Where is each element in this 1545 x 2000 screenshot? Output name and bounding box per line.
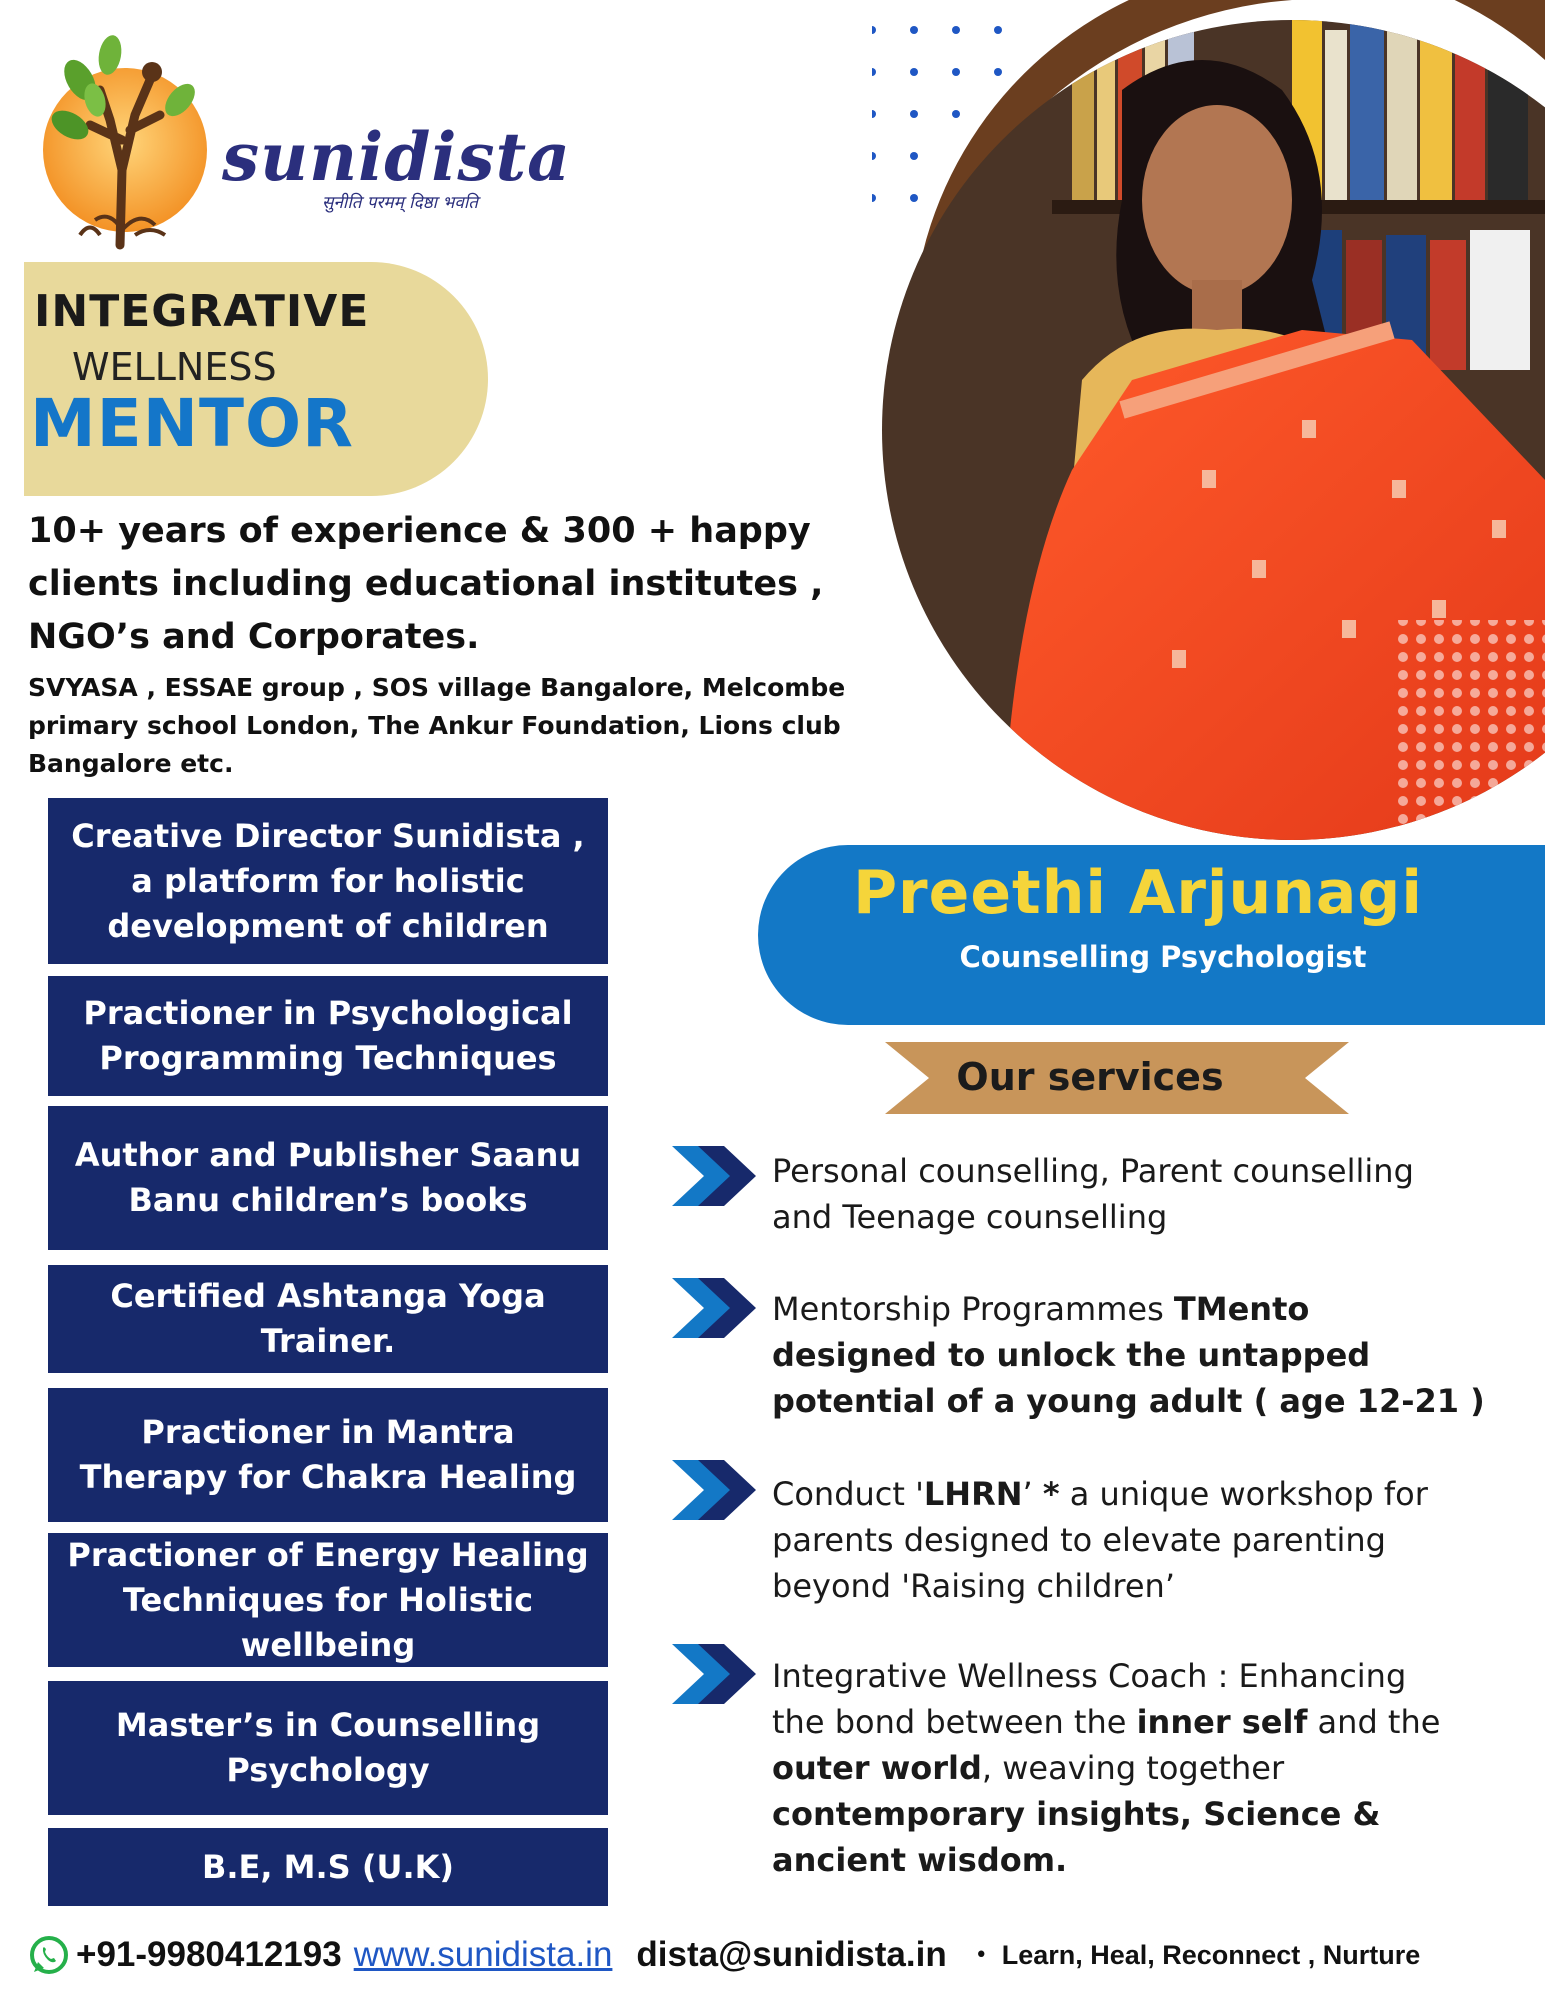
credential-box — [48, 1388, 608, 1522]
service-text-bold: LHRN — [923, 1475, 1023, 1513]
service-text: , weaving together — [981, 1749, 1285, 1787]
service-line — [772, 1471, 1492, 1517]
credential-line: B.E, M.S (U.K) — [201, 1847, 455, 1886]
service-text: and Teenage counselling — [772, 1198, 1168, 1236]
credential-box — [48, 1106, 608, 1250]
service-item — [772, 1286, 1492, 1424]
credential-line: Therapy for Chakra Healing — [79, 1458, 577, 1496]
service-text-bold: * — [1042, 1475, 1060, 1513]
profile-name: Preethi Arjunagi — [853, 858, 1423, 928]
chevron-arrow-icon — [672, 1146, 764, 1206]
credential-line: Programming Techniques — [99, 1039, 557, 1077]
service-text: Personal counselling, Parent counselling — [772, 1152, 1414, 1190]
service-line — [772, 1378, 1492, 1424]
title-integrative: INTEGRATIVE — [34, 286, 370, 337]
service-text: a unique workshop for — [1059, 1475, 1428, 1513]
service-line — [772, 1653, 1492, 1699]
credential-line: development of children — [107, 906, 549, 945]
credential-text — [71, 814, 584, 949]
credential-text — [83, 991, 572, 1081]
service-text: beyond 'Raising children’ — [772, 1567, 1175, 1605]
credential-text — [202, 1845, 454, 1890]
service-line — [772, 1332, 1492, 1378]
service-text-bold: outer world — [772, 1749, 982, 1787]
credential-text — [80, 1410, 577, 1500]
credential-text — [116, 1703, 540, 1793]
service-line — [772, 1837, 1492, 1883]
credential-text — [75, 1133, 581, 1223]
chevron-arrow-icon — [672, 1460, 764, 1520]
service-text-bold: contemporary insights, Science & — [772, 1795, 1381, 1833]
title-wellness: WELLNESS — [72, 345, 277, 389]
chevron-arrow-icon — [672, 1644, 764, 1704]
credential-box — [48, 1828, 608, 1906]
service-text: ’ — [1022, 1475, 1043, 1513]
credential-line: Practioner in Psychological — [83, 994, 573, 1032]
footer-tagline: Learn, Heal, Reconnect , Nurture — [1001, 1939, 1421, 1970]
service-item — [772, 1148, 1492, 1240]
service-line — [772, 1699, 1492, 1745]
footer-website-link[interactable]: www.sunidista.in — [353, 1935, 613, 1974]
service-text-bold: potential of a young adult ( age 12-21 ) — [772, 1382, 1485, 1420]
profile-role: Counselling Psychologist — [959, 940, 1367, 974]
service-line — [772, 1286, 1492, 1332]
credential-line: Techniques for Holistic — [122, 1580, 534, 1619]
credential-box — [48, 976, 608, 1096]
footer-bullet: • — [974, 1942, 988, 1968]
service-text: Integrative Wellness Coach : Enhancing — [772, 1657, 1407, 1695]
credential-line: Author and Publisher Saanu — [74, 1136, 582, 1174]
credential-line: Banu children’s books — [128, 1181, 528, 1219]
service-line — [772, 1563, 1492, 1609]
footer-email[interactable]: dista@sunidista.in — [636, 1935, 947, 1974]
footer — [28, 1930, 1528, 1980]
clients-list: SVYASA , ESSAE group , SOS village Bangalore, Melcombe primary school London, The Ankur Foundation, Lions club Bangalore etc. — [28, 673, 846, 778]
credential-text — [110, 1274, 545, 1364]
credential-box — [48, 798, 608, 964]
brand-name: sunidista — [222, 118, 571, 196]
credential-box — [48, 1265, 608, 1373]
service-text: and the — [1307, 1703, 1441, 1741]
credential-line: Master’s in Counselling — [115, 1706, 541, 1744]
service-text: the bond between the — [772, 1703, 1137, 1741]
credential-line: wellbeing — [240, 1625, 416, 1664]
tree-logo-icon — [40, 20, 210, 250]
credential-text — [67, 1533, 588, 1668]
services-heading: Our services — [956, 1055, 1224, 1099]
credential-line: a platform for holistic — [131, 861, 525, 900]
portrait-photo — [872, 0, 1545, 842]
credential-line: Practioner of Energy Healing — [67, 1535, 589, 1574]
whatsapp-icon[interactable] — [28, 1934, 70, 1976]
chevron-arrow-icon — [672, 1278, 764, 1338]
title-mentor: MENTOR — [30, 385, 354, 462]
service-text: Conduct ' — [772, 1475, 924, 1513]
service-text-bold: ancient wisdom. — [772, 1841, 1068, 1879]
service-line — [772, 1791, 1492, 1837]
service-text-bold: inner self — [1136, 1703, 1308, 1741]
credential-box — [48, 1681, 608, 1815]
credential-line: Creative Director Sunidista , — [71, 816, 585, 855]
credential-line: Psychology — [226, 1751, 430, 1789]
credential-box — [48, 1533, 608, 1667]
service-item — [772, 1653, 1492, 1883]
service-text-bold: TMento — [1173, 1290, 1310, 1328]
footer-phone[interactable]: +91-9980412193 — [76, 1935, 342, 1974]
service-line — [772, 1194, 1492, 1240]
service-line — [772, 1148, 1492, 1194]
brand-tagline: सुनीति परमम् दिष्ठा भवति — [322, 193, 478, 213]
service-text: Mentorship Programmes — [772, 1290, 1174, 1328]
service-text: parents designed to elevate parenting — [772, 1521, 1386, 1559]
service-text-bold: designed to unlock the untapped — [772, 1336, 1371, 1374]
service-line — [772, 1517, 1492, 1563]
credential-line: Trainer. — [260, 1322, 396, 1360]
credential-line: Practioner in Mantra — [141, 1413, 515, 1451]
experience-headline: 10+ years of experience & 300 + happy clients including educational institutes , NGO’s and Corporates. — [28, 511, 824, 657]
service-item — [772, 1471, 1492, 1609]
credential-line: Certified Ashtanga Yoga — [110, 1277, 546, 1315]
service-line — [772, 1745, 1492, 1791]
